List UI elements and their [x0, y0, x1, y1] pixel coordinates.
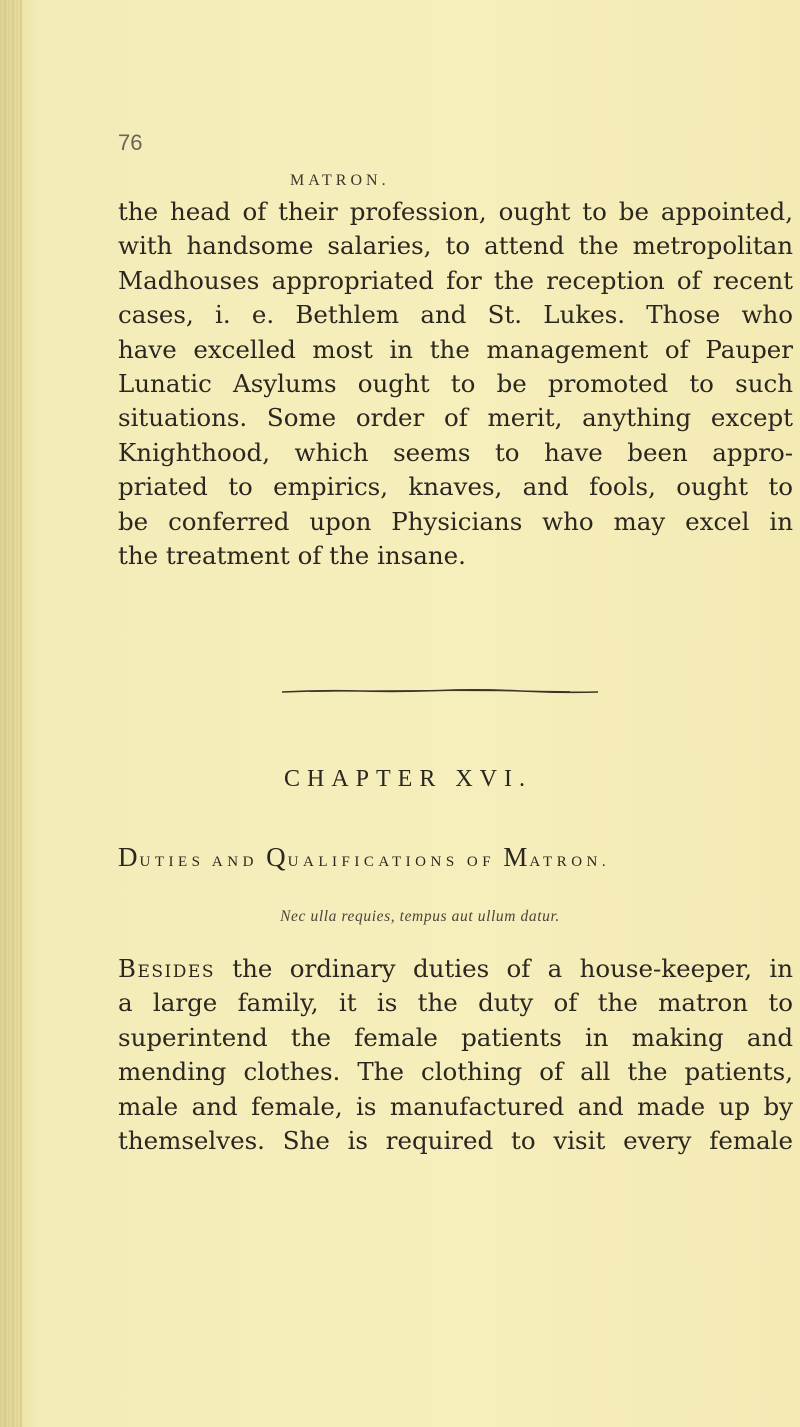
text-line: Knighthood, which seems to have been appro- [118, 437, 793, 467]
chapter-body-paragraph [118, 952, 793, 1158]
title-smallcaps: ATRON. [529, 854, 611, 870]
text-line: Madhouses appropriated for the reception of recent [118, 265, 793, 295]
text-line [118, 952, 793, 986]
text-line: the treatment of the insane. [118, 541, 466, 571]
title-smallcaps: UALIFICATIONS OF [287, 854, 504, 870]
title-initial: Q [266, 842, 288, 872]
text-line: the head of their profession, ought to be appointed, [118, 197, 793, 226]
text-line: situations. Some order of merit, anything except [118, 403, 793, 433]
chapter-heading: CHAPTER XVI. [283, 766, 532, 792]
page-number: 76 [118, 130, 143, 155]
text-line: male and female, is manufactured and made up by [118, 1091, 793, 1121]
book-binding-edge [0, 0, 22, 1427]
text-line: have excelled most in the management of Pauper [118, 334, 793, 364]
lead-word: Besides [118, 954, 215, 983]
paragraph-continued [118, 195, 793, 573]
text-line: Lunatic Asylums ought to be promoted to such [118, 369, 793, 399]
text-line: priated to empirics, knaves, and fools, ought to [118, 472, 793, 502]
text-line: superintend the female patients in making and [118, 1022, 793, 1052]
title-initial: M [503, 842, 530, 872]
text-line: be conferred upon Physicians who may excel in [118, 506, 793, 536]
title-smallcaps: UTIES AND [139, 854, 267, 870]
text-line-rest: the ordinary duties of a house-keeper, in [214, 954, 793, 983]
text-line: themselves. She is required to visit every female [118, 1126, 793, 1156]
title-initial: D [118, 842, 140, 872]
text-line: with handsome salaries, to attend the metropolitan [118, 231, 793, 261]
decorative-rule [280, 687, 600, 695]
epigraph: Nec ulla requies, tempus aut ullum datur. [280, 908, 560, 925]
text-line: cases, i. e. Bethlem and St. Lukes. Those who [118, 300, 793, 330]
section-title [118, 842, 798, 873]
running-head: MATRON. [290, 172, 390, 189]
text-line: mending clothes. The clothing of all the patients, [118, 1057, 793, 1087]
text-line: a large family, it is the duty of the matron to [118, 988, 793, 1018]
